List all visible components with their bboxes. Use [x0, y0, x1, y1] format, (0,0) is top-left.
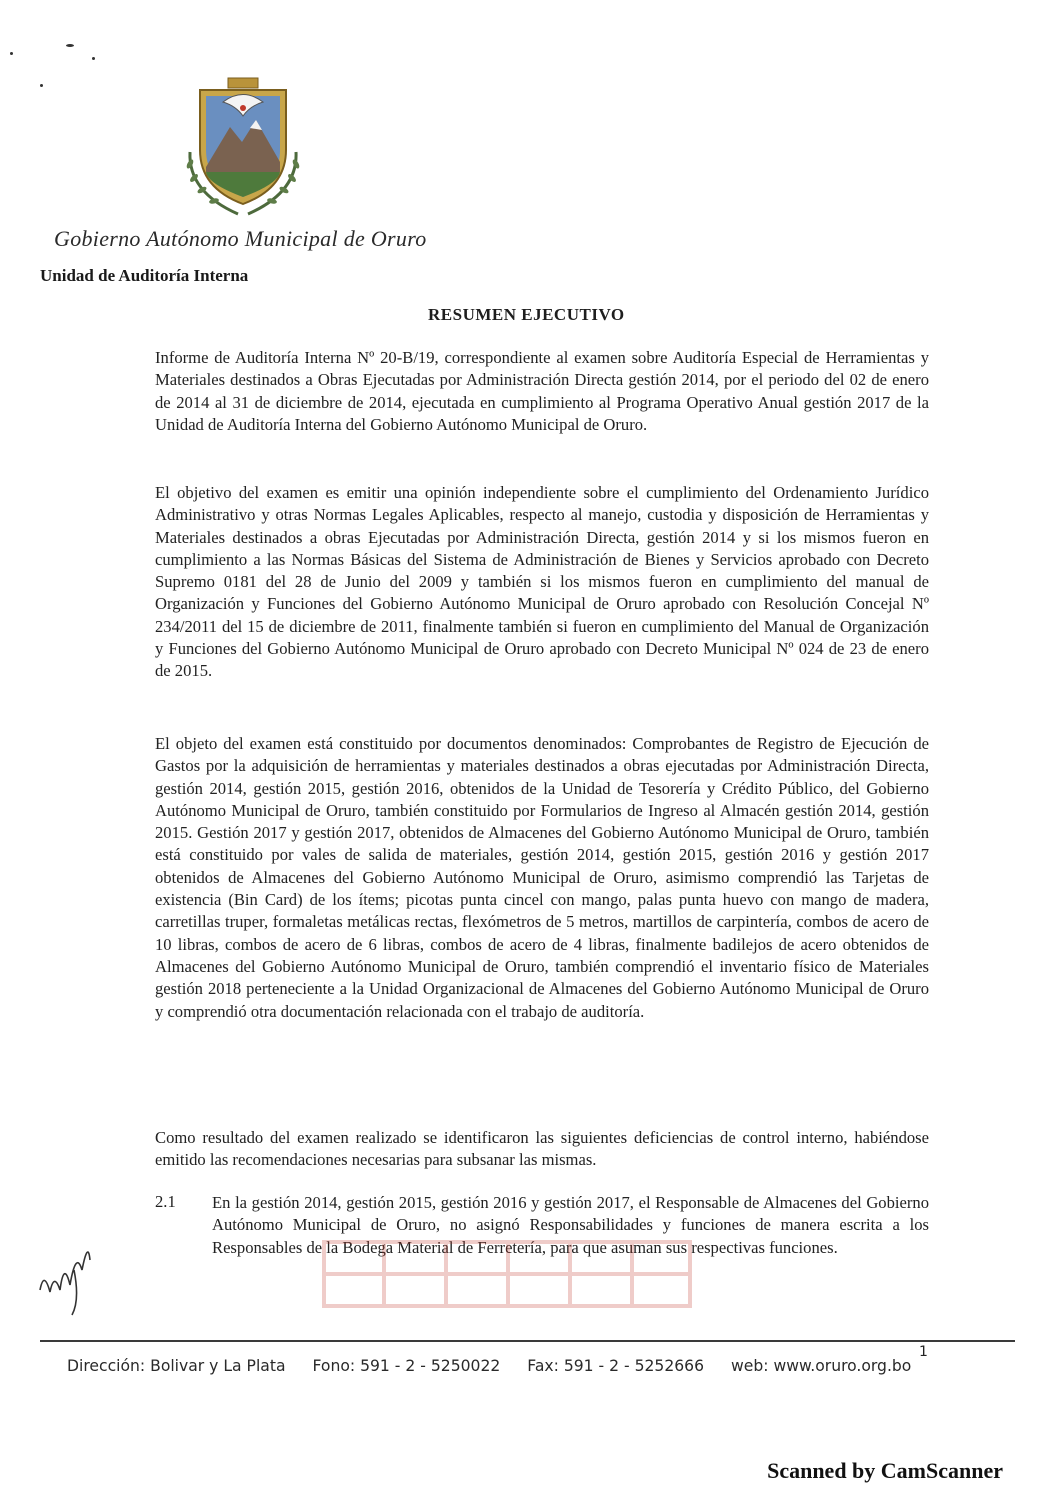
signature-icon — [30, 1230, 100, 1320]
footer-divider — [40, 1340, 1015, 1342]
footer-address: Dirección: Bolivar y La Plata — [67, 1357, 286, 1375]
footer-phone: Fono: 591 - 2 - 5250022 — [312, 1357, 501, 1375]
scan-speck — [10, 52, 13, 55]
finding-number: 2.1 — [155, 1192, 176, 1211]
scanner-watermark: Scanned by CamScanner — [767, 1458, 1003, 1483]
footer-fax: Fax: 591 - 2 - 5252666 — [527, 1357, 705, 1375]
finding-text: En la gestión 2014, gestión 2015, gestión 2016 y gestión 2017, el Responsable de Almacenes del Gobierno Autónomo Municipal de Oruro, no asignó Responsabilidades y funciones de manera escrita a los Responsables de la Bodega Material de Ferretería, para que asuman sus respectivas funciones. — [212, 1193, 929, 1257]
stamp-icon — [322, 1240, 692, 1308]
scan-speck — [40, 84, 43, 87]
page-number: 1 — [919, 1344, 928, 1360]
institution-name: Gobierno Autónomo Municipal de Oruro — [54, 226, 427, 251]
document-title: RESUMEN EJECUTIVO — [428, 305, 625, 324]
footer-contact — [67, 1357, 911, 1375]
scan-speck — [66, 44, 74, 47]
paragraph-results: Como resultado del examen realizado se identificaron las siguientes deficiencias de control interno, habiéndose emitido las recomendaciones necesarias para subsanar las mismas. — [155, 1128, 929, 1170]
paragraph-report-intro: Informe de Auditoría Interna Nº 20-B/19, correspondiente al examen sobre Auditoría Especial de Herramientas y Materiales destinados a Obras Ejecutadas por Administración Directa gestión 2014, por el periodo del 02 de enero de 2014 al 31 de diciembre de 2014, ejecutada en cumplimiento al Programa Operativo Anual gestión 2017 de la Unidad de Auditoría Interna del Gobierno Autónomo Municipal de Oruro. — [155, 348, 929, 434]
paragraph-objective: El objetivo del examen es emitir una opinión independiente sobre el cumplimiento del Ordenamiento Jurídico Administrativo y otras Normas Legales Aplicables, respecto al manejo, custodia y disposición de Herramientas y Materiales destinados a obras Ejecutadas por Administración Directa, gestión 2014 y si los mismos fueron en cumplimiento a las Normas Básicas del Sistema de Administración de Bienes y Servicios aprobado con Decreto Supremo 0181 del 28 de Junio del 2009 y también si los mismos fueron en cumplimiento del manual de Organización y Funciones del Gobierno Autónomo Municipal de Oruro aprobado con Resolución Concejal Nº 234/2011 del 15 de diciembre de 2011, finalmente también si fueron en cumplimiento del Manual de Organización y Funciones del Gobierno Autónomo Municipal de Oruro aprobado con Decreto Municipal Nº 024 de 23 de enero de 2015. — [155, 483, 929, 681]
municipal-crest-icon — [178, 72, 308, 222]
unit-name: Unidad de Auditoría Interna — [40, 266, 249, 285]
footer-web: web: www.oruro.org.bo — [731, 1357, 912, 1375]
scan-speck — [92, 57, 95, 60]
paragraph-object: El objeto del examen está constituido por documentos denominados: Comprobantes de Registro de Ejecución de Gastos por la adquisición de herramientas y materiales destinados a obras ejecutadas por Administración Directa, gestión 2014, gestión 2015, gestión 2016, obtenidos de la Unidad de Tesorería y Crédito Público, del Gobierno Autónomo Municipal de Oruro, también constituido por Formularios de Ingreso al Almacén gestión 2014, gestión 2015. Gestión 2017 y gestión 2017, obtenidos de Almacenes del Gobierno Autónomo Municipal de Oruro, también está constituido por vales de salida de materiales, gestión 2014, gestión 2015, gestión 2016 y gestión 2017 obtenidos de Almacenes del Gobierno Autónomo Municipal de Oruro, asimismo comprendió las Tarjetas de existencia (Bin Card) de los ítems; picotas punta cincel con mango, palas punta huevo con mango de madera, carretillas truper, formaletas metálicas rectas, flexómetros de 5 metros, martillos de carpintería, combos de acero de 10 libras, combos de acero de 6 libras, combos de acero de 4 libras, finalmente badilejos de acero obtenidos de Almacenes del Gobierno Autónomo Municipal de Oruro, también comprendió el inventario físico de Materiales gestión 2018 perteneciente a la Unidad Organizacional de Almacenes del Gobierno Autónomo Municipal de Oruro y comprendió otra documentación relacionada con el trabajo de auditoría. — [155, 734, 929, 1021]
